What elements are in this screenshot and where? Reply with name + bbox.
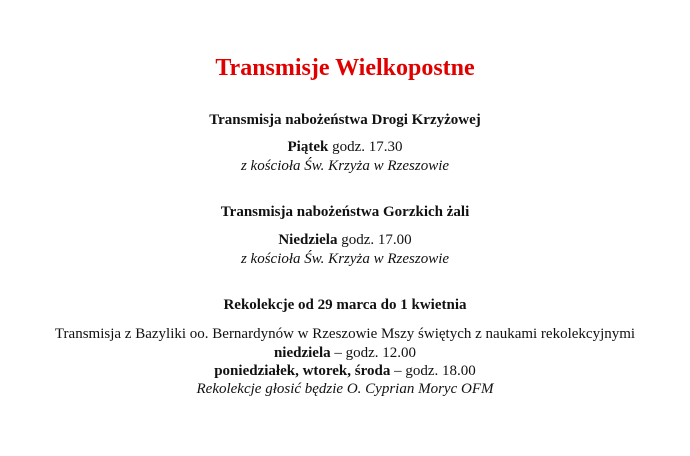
schedule-time: – godz. 12.00 xyxy=(330,345,417,361)
location-line: z kościoła Św. Krzyża w Rzeszowie xyxy=(240,158,450,174)
schedule-time: godz. 17.30 xyxy=(328,139,403,155)
retreat-description: Transmisja z Bazyliki oo. Bernardynów w Rzeszowie Mszy świętych z naukami rekolekcyjnymi xyxy=(54,326,636,342)
schedule-day: Niedziela xyxy=(278,232,338,248)
schedule-day: Piątek xyxy=(287,139,329,155)
schedule-line-friday xyxy=(0,138,690,156)
schedule-line-sunday xyxy=(0,231,690,249)
schedule-time: godz. 17.00 xyxy=(337,232,412,248)
schedule-time: – godz. 18.00 xyxy=(390,363,476,379)
schedule-line-retreat-weekdays xyxy=(0,362,690,380)
section-heading-retreat: Rekolekcje od 29 marca do 1 kwietnia xyxy=(223,297,467,313)
schedule-line-retreat-sunday xyxy=(0,344,690,362)
section-heading-stations-of-cross: Transmisja nabożeństwa Drogi Krzyżowej xyxy=(209,112,481,128)
schedule-day: niedziela xyxy=(273,345,331,361)
location-line: z kościoła Św. Krzyża w Rzeszowie xyxy=(240,251,450,267)
page-title: Transmisje Wielkopostne xyxy=(215,55,475,81)
schedule-day: poniedziałek, wtorek, środa xyxy=(214,363,391,379)
retreat-preacher: Rekolekcje głosić będzie O. Cyprian Moryc OFM xyxy=(196,381,494,397)
section-heading-lamentations: Transmisja nabożeństwa Gorzkich żali xyxy=(220,204,470,220)
